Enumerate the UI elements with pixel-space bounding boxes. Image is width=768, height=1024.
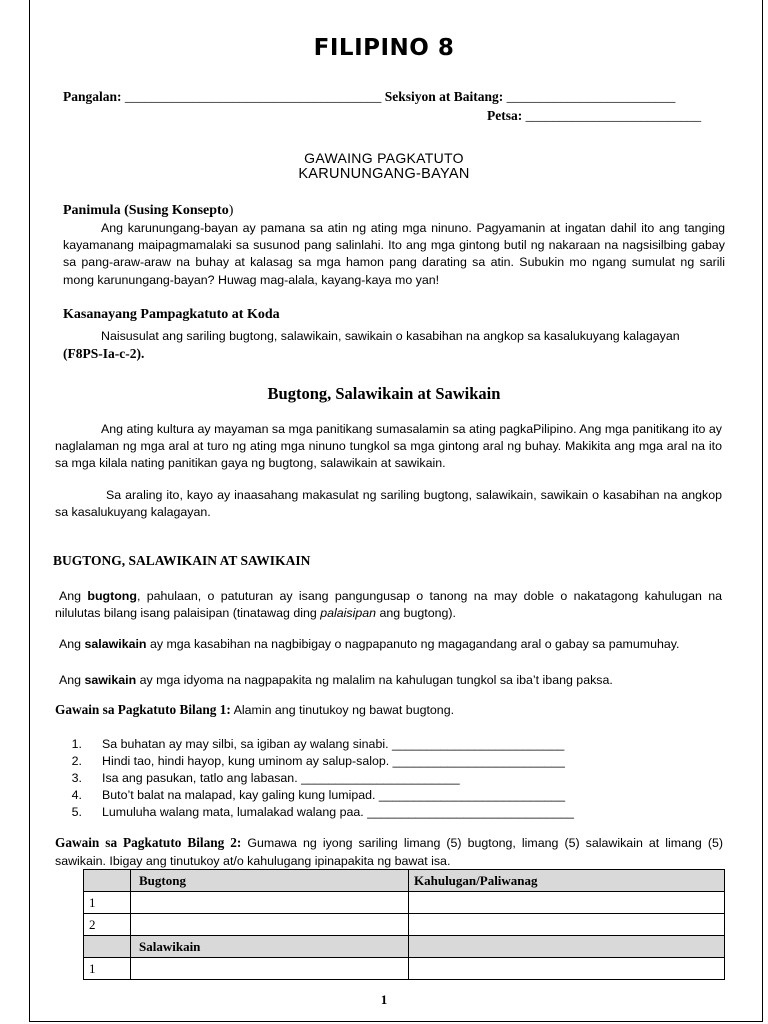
table-row-number: 1 [84,892,131,914]
intro-heading-text: Panimula (Susing Konsepto [63,203,229,218]
bugtong-post: ang bugtong). [376,606,456,620]
bugtong-term: bugtong [87,589,137,603]
task2-label: Gawain sa Pagkatuto Bilang 2: [55,835,242,850]
answer-table [83,869,725,980]
list-item-text: Hindi tao, hindi hayop, kung uminom ay salup-salop. _________________________ [102,754,565,768]
salawikain-post: ay mga kasabihan na nagbibigay o nagpapanuto ng magagandang aral o gabay sa pamumuhay. [146,637,680,651]
intro-paragraph: Ang karunungang-bayan ay pamana sa atin ng ating mga ninuno. Pagyamanin at ingatan dahil ito ang tanging kayamanang maipagmamalaki sa susunod pang salinlahi. Ito ang mga gintong butil ng nakaraan na nagsisilbing gabay sa pang-araw-araw na buhay at kalasag sa mga hamon pang darating sa atin. Subukin mo ngang sumulat ng sarili mong karunungang-bayan? Huwag mag-alala, kayang-kaya mo yan! [63,221,725,287]
table-row [84,892,725,914]
table-answer-cell[interactable] [409,892,725,914]
date-field [487,108,701,124]
table-cell [84,870,131,892]
list-item-number: 2. [71,754,82,768]
table-row-number: 1 [84,958,131,980]
task1-instruction: Alamin ang tinutukoy ng bawat bugtong. [230,703,455,717]
table-header-bugtong: Bugtong [131,870,409,892]
table-cell [409,936,725,958]
competency-code: (F8PS-Ia-c-2). [63,346,145,361]
list-item-text: Buto’t balat na malapad, kay galing kung lumipad. ___________________________ [102,788,565,802]
list-item-number: 5. [71,805,82,819]
date-label: Petsa: [487,108,523,123]
table-section-salawikain: Salawikain [131,936,409,958]
competency-text: Naisusulat ang sariling bugtong, salawikain, sawikain o kasabihan na angkop sa kasalukuyang kalagayan [101,329,680,343]
sawikain-term: sawikain [84,673,137,687]
task1-label: Gawain sa Pagkatuto Bilang 1: [55,702,231,717]
list-item-number: 4. [71,788,82,802]
table-answer-cell[interactable] [131,892,409,914]
bugtong-mid: , pahulaan, o patuturan ay isang pangungusap o tanong na may doble o nakatagong kahulugan na nilulutas bilang isang palaisipan (tinatawag ding [55,589,723,620]
date-line[interactable]: __________________________ [525,108,702,123]
list-item-number: 3. [71,771,82,785]
bugtong-pre: Ang [59,589,88,603]
sawikain-pre: Ang [59,673,85,687]
definitions-heading: BUGTONG, SALAWIKAIN AT SAWIKAIN [53,553,311,568]
lesson-para-1-text: Ang ating kultura ay mayaman sa mga panitikang sumasalamin sa ating pagkaPilipino. Ang mga panitikang ito ay naglalaman ng mga aral at turo ng ating mga ninuno tungkol sa mga gintong aral ng buhay. Makikita ang mga aral na ito sa mga kilala nating panitikan gaya ng bugtong, salawikain at sawikain. [55,422,722,470]
task2-heading [55,834,723,870]
name-field [63,89,675,105]
table-section-row [84,936,725,958]
salawikain-pre: Ang [59,637,85,651]
table-answer-cell[interactable] [131,958,409,980]
list-item-text: Isa ang pasukan, tatlo ang labasan. _______________________ [102,771,460,785]
table-answer-cell[interactable] [409,958,725,980]
intro-heading-paren: ) [228,203,234,218]
activity-kicker: GAWAING PAGKATUTO [304,150,464,166]
page-number: 1 [380,992,388,1007]
section-label: Seksiyon at Baitang: [384,89,504,104]
task2-instruction: Gumawa ng iyong sariling limang (5) bugtong, limang (5) salawikain at limang (5) sawikain. Ibigay ang tinutukoy at/o kahulugang ipinapakita ng bawat isa. [55,836,723,868]
intro-body [63,220,725,289]
sawikain-definition [59,673,613,687]
section-line[interactable]: _________________________ [506,89,676,104]
list-item-text: Sa buhatan ay may silbi, sa igiban ay walang sinabi. _________________________ [102,737,565,751]
table-row [84,914,725,936]
table-header-row [84,870,725,892]
table-row-number: 2 [84,914,131,936]
table-cell [84,936,131,958]
name-label: Pangalan: [63,89,122,104]
lesson-heading: Bugtong, Salawikain at Sawikain [267,384,501,403]
salawikain-definition [59,637,679,651]
competency-heading: Kasanayang Pampagkatuto at Koda [63,307,280,322]
competency-body [63,328,725,362]
lesson-para-1 [55,421,722,472]
page-title: FILIPINO 8 [313,35,455,61]
sawikain-post: ay mga idyoma na nagpapakita ng malalim na kahulugan tungkol sa iba’t ibang paksa. [136,673,613,687]
activity-topic: KARUNUNGANG-BAYAN [298,166,470,182]
lesson-para-2-text: Sa araling ito, kayo ay inaasahang makasulat ng sariling bugtong, salawikain, sawikain o kasabihan na angkop sa kasalukuyang kalagayan. [55,488,722,519]
list-item-text: Lumuluha walang mata, lumalakad walang paa. ______________________________ [102,805,574,819]
intro-heading [63,203,233,219]
table-header-meaning: Kahulugan/Paliwanag [409,870,725,892]
name-line[interactable]: ______________________________________ [124,89,382,104]
table-answer-cell[interactable] [409,914,725,936]
table-row [84,958,725,980]
list-item-number: 1. [71,737,82,751]
task1-heading [55,702,454,718]
salawikain-term: salawikain [84,637,147,651]
lesson-para-2 [55,487,722,521]
bugtong-definition [55,588,722,622]
bugtong-italic: palaisipan [320,606,377,620]
table-answer-cell[interactable] [131,914,409,936]
